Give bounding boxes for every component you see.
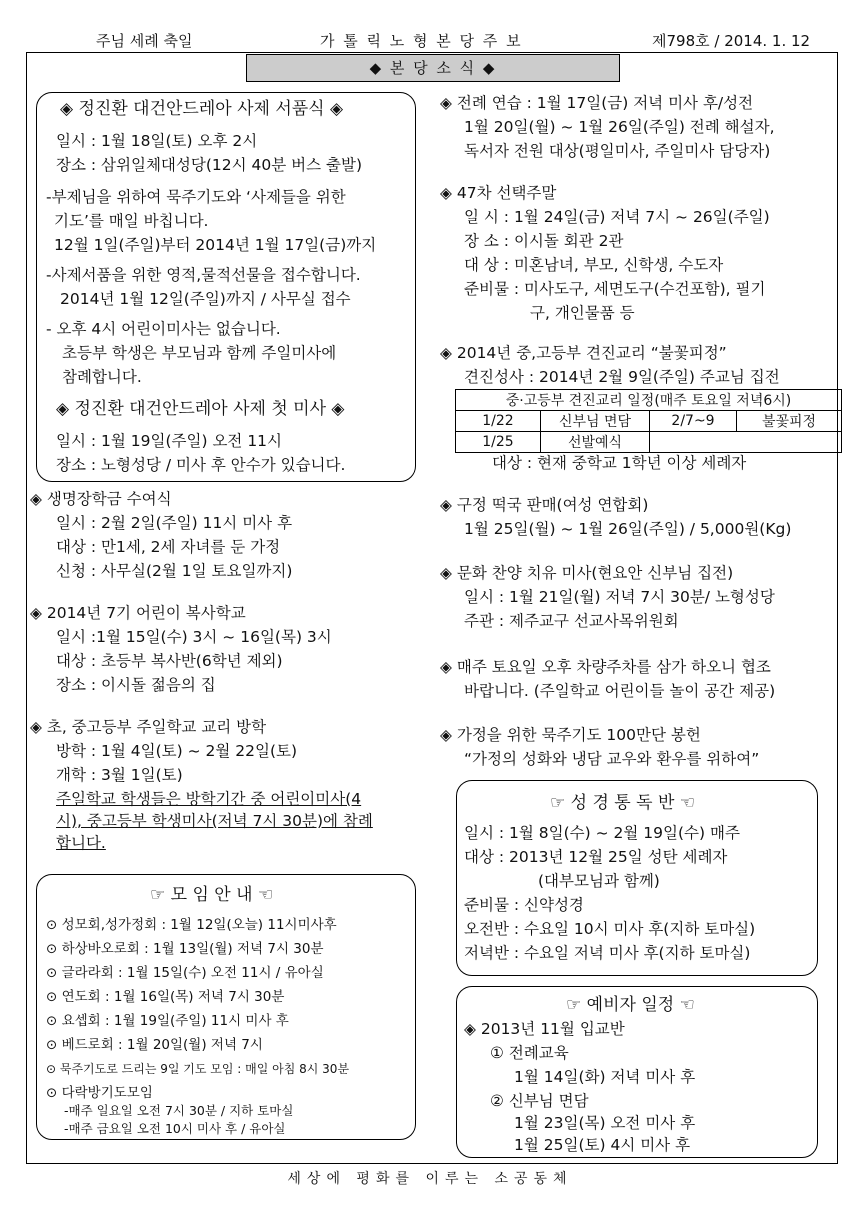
weekend-line: 장 소 : 이시돌 회관 2관 (464, 232, 624, 250)
first-mass-place: 장소 : 노형성당 / 미사 후 안수가 있습니다. (56, 456, 346, 474)
catechumen-line: ② 신부님 면담 (490, 1092, 589, 1110)
meeting-item: ⊙ 글라라회 : 1월 15일(수) 오전 11시 / 유아실 (46, 965, 324, 981)
ordination-date: 일시 : 1월 18일(토) 오후 2시 (56, 132, 258, 150)
table-cell: 불꽃피정 (737, 411, 842, 432)
first-mass-date: 일시 : 1월 19일(주일) 오전 11시 (56, 432, 283, 450)
table-cell: 2/7~9 (650, 411, 737, 432)
meeting-item: -매주 금요일 오전 10시 미사 후 / 유아실 (64, 1121, 286, 1136)
weekend-line: 대 상 : 미혼남녀, 부모, 신학생, 수도자 (464, 256, 724, 274)
vacation-note: 시), 중고등부 학생미사(저녁 7시 30분)에 참례 (56, 812, 373, 830)
scholarship-line: 일시 : 2월 2일(주일) 11시 미사 후 (56, 514, 293, 532)
youth-line: 견진성사 : 2014년 2월 9일(주일) 주교님 집전 (464, 368, 780, 386)
bible-line: 대상 : 2013년 12월 25일 성탄 세례자 (464, 848, 728, 866)
weekend-line: 준비물 : 미사도구, 세면도구(수건포함), 필기 (464, 280, 766, 298)
bible-line: 저녁반 : 수요일 저녁 미사 후(지하 토마실) (464, 944, 751, 962)
bible-line: (대부모님과 함께) (538, 872, 660, 890)
bible-line: 일시 : 1월 8일(수) ~ 2월 19일(수) 매주 (464, 824, 740, 842)
ordination-note: -사제서품을 위한 영적,물적선물을 접수합니다. (46, 266, 361, 284)
altar-school-line: 일시 :1월 15일(수) 3시 ~ 16일(목) 3시 (56, 628, 332, 646)
ordination-note: 12월 1일(주일)부터 2014년 1월 17일(금)까지 (54, 236, 377, 254)
table-cell: 신부님 면담 (541, 411, 650, 432)
catechumen-line: 1월 23일(목) 오전 미사 후 (514, 1114, 696, 1132)
liturgy-title: ◈ 전례 연습 : 1월 17일(금) 저녁 미사 후/성전 (440, 94, 754, 112)
healing-mass-title: ◈ 문화 찬양 치유 미사(현요안 신부님 집전) (440, 564, 734, 582)
rosary-title: ◈ 가정을 위한 묵주기도 100만단 봉헌 (440, 726, 701, 744)
parking-notice: ◈ 매주 토요일 오후 차량주차를 삼가 하오니 협조 (440, 658, 771, 676)
catechumen-title: ☞ 예비자 일정 ☜ (566, 995, 695, 1015)
meeting-item: ⊙ 베드로회 : 1월 20일(월) 저녁 7시 (46, 1037, 263, 1053)
ordination-note: 초등부 학생은 부모님과 함께 주일미사에 (62, 344, 337, 362)
youth-target: 대상 : 현재 중학교 1학년 이상 세례자 (492, 454, 747, 472)
vacation-line: 방학 : 1월 4일(토) ~ 2월 22일(토) (56, 742, 298, 760)
ordination-note: - 오후 4시 어린이미사는 없습니다. (46, 320, 281, 338)
bible-title: ☞ 성 경 통 독 반 ☜ (550, 793, 696, 813)
weekend-title: ◈ 47차 선택주말 (440, 184, 557, 202)
altar-school-title: ◈ 2014년 7기 어린이 복사학교 (30, 604, 246, 622)
table-cell: 1/22 (456, 411, 541, 432)
weekend-line: 구, 개인물품 등 (530, 304, 635, 322)
scholarship-title: ◈ 생명장학금 수여식 (30, 490, 172, 508)
ordination-note: -부제님을 위하여 묵주기도와 ‘사제들을 위한 (46, 188, 346, 206)
vacation-note: 합니다. (56, 834, 106, 852)
meeting-item: ⊙ 하상바오로회 : 1월 13일(월) 저녁 7시 30분 (46, 941, 324, 957)
meeting-item: ⊙ 묵주기도로 드리는 9일 기도 모임 : 매일 아침 8시 30분 (46, 1062, 350, 1076)
vacation-note: 주일학교 학생들은 방학기간 중 어린이미사(4 (56, 790, 362, 808)
meeting-item: ⊙ 요셉회 : 1월 19일(주일) 11시 미사 후 (46, 1013, 289, 1029)
table-header: 중·고등부 견진교리 일정(매주 토요일 저녁6시) (456, 390, 842, 411)
bulletin-title: 가 톨 릭 노 형 본 당 주 보 (320, 32, 523, 50)
footer-motto: 세상에 평화를 이루는 소공동체 (287, 1171, 573, 1187)
ordination-title: ◈ 정진환 대건안드레아 사제 서품식 ◈ (60, 99, 344, 119)
altar-school-line: 대상 : 초등부 복사반(6학년 제외) (56, 652, 283, 670)
catechumen-line: 1월 14일(화) 저녁 미사 후 (514, 1068, 696, 1086)
altar-school-line: 장소 : 이시돌 젊음의 집 (56, 676, 216, 694)
table-cell: 선발예식 (541, 432, 650, 453)
youth-title: ◈ 2014년 중,고등부 견진교리 “불꽃피정” (440, 344, 727, 362)
meeting-item: -매주 일요일 오전 7시 30분 / 지하 토마실 (64, 1103, 294, 1118)
meeting-item: ⊙ 연도회 : 1월 16일(목) 저녁 7시 30분 (46, 989, 285, 1005)
scholarship-line: 대상 : 만1세, 2세 자녀를 둔 가정 (56, 538, 281, 556)
vacation-title: ◈ 초, 중고등부 주일학교 교리 방학 (30, 718, 267, 736)
meetings-title: ☞ 모 임 안 내 ☜ (150, 885, 274, 905)
table-cell: 1/25 (456, 432, 541, 453)
issue-date: 제798호 / 2014. 1. 12 (652, 32, 811, 50)
ordination-note: 2014년 1월 12일(주일)까지 / 사무실 접수 (60, 290, 351, 308)
healing-mass-line: 주관 : 제주교구 선교사목위원회 (464, 612, 679, 630)
catechumen-line: 1월 25일(토) 4시 미사 후 (514, 1136, 691, 1154)
ricecake-title: ◈ 구정 떡국 판매(여성 연합회) (440, 496, 649, 514)
catechumen-line: ◈ 2013년 11월 입교반 (464, 1020, 625, 1038)
bible-line: 오전반 : 수요일 10시 미사 후(지하 토마실) (464, 920, 756, 938)
parking-notice: 바랍니다. (주일학교 어린이들 놀이 공간 제공) (464, 682, 776, 700)
ordination-note: 기도’를 매일 바칩니다. (54, 212, 209, 230)
table-cell (650, 432, 842, 453)
rosary-line: “가정의 성화와 냉담 교우와 환우를 위하여” (464, 750, 760, 768)
feast-name: 주님 세례 축일 (96, 32, 193, 50)
meeting-item: ⊙ 다락방기도모임 (46, 1085, 153, 1101)
weekend-line: 일 시 : 1월 24일(금) 저녁 7시 ~ 26일(주일) (464, 208, 770, 226)
scholarship-line: 신청 : 사무실(2월 1일 토요일까지) (56, 562, 293, 580)
healing-mass-line: 일시 : 1월 21일(월) 저녁 7시 30분/ 노형성당 (464, 588, 775, 606)
ordination-note: 참례합니다. (62, 368, 142, 386)
catechumen-line: ① 전례교육 (490, 1044, 569, 1062)
first-mass-title: ◈ 정진환 대건안드레아 사제 첫 미사 ◈ (56, 399, 345, 419)
youth-schedule-table (455, 389, 842, 453)
ordination-place: 장소 : 삼위일체대성당(12시 40분 버스 출발) (56, 156, 362, 174)
meeting-item: ⊙ 성모회,성가정회 : 1월 12일(오늘) 11시미사후 (46, 917, 337, 933)
liturgy-line: 1월 20일(월) ~ 1월 26일(주일) 전례 해설자, (464, 118, 775, 136)
liturgy-line: 독서자 전원 대상(평일미사, 주일미사 담당자) (464, 142, 771, 160)
ricecake-line: 1월 25일(월) ~ 1월 26일(주일) / 5,000원(Kg) (464, 520, 792, 538)
bible-line: 준비물 : 신약성경 (464, 896, 584, 914)
vacation-line: 개학 : 3월 1일(토) (56, 766, 183, 784)
section-banner: ◆ 본 당 소 식 ◆ (246, 54, 620, 82)
